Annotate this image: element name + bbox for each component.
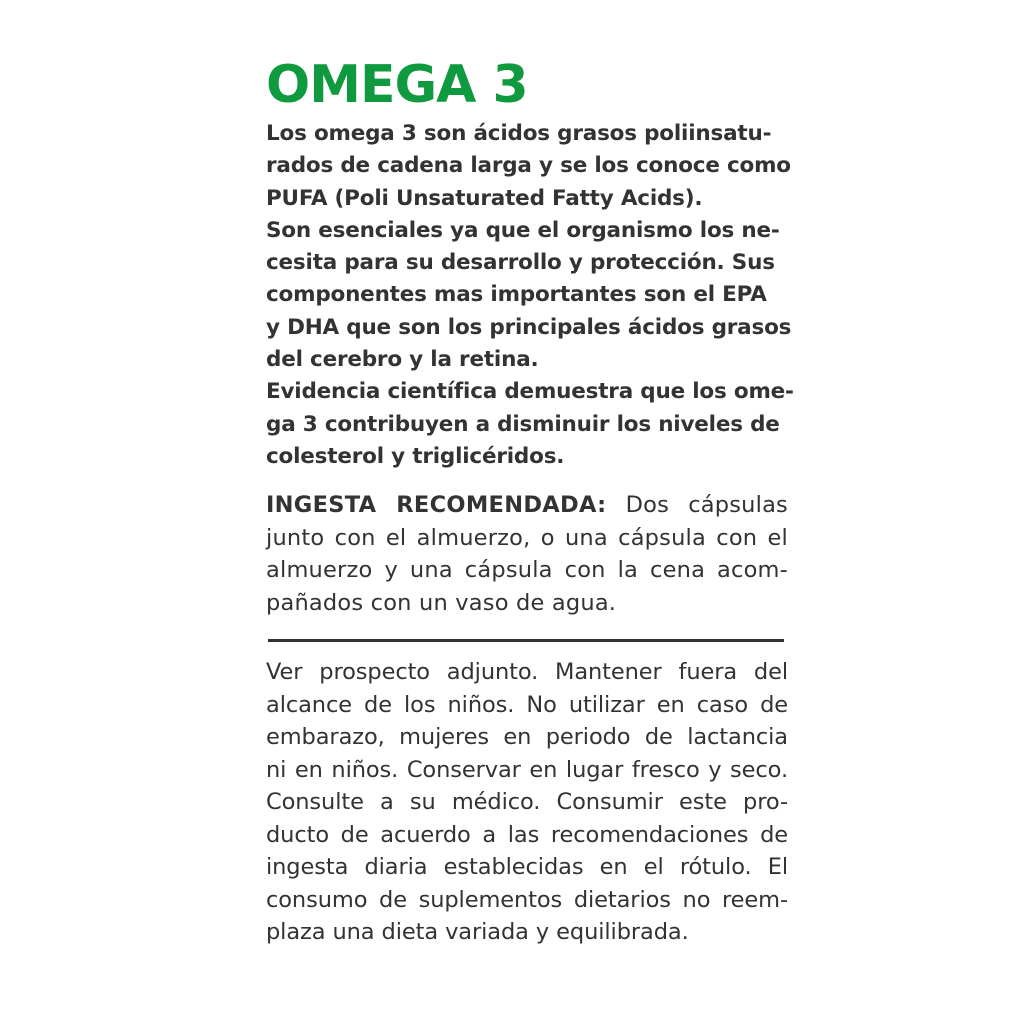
description-line: rados de cadena larga y se los conoce como	[266, 153, 791, 179]
description-line: y DHA que son los principales ácidos grasos	[266, 314, 792, 340]
warning-line: ingesta diaria establecidas en el rótulo. El	[266, 854, 788, 881]
description-line: Evidencia científica demuestra que los ome-	[266, 379, 794, 405]
description-line: Los omega 3 son ácidos grasos poliinsatu-	[266, 121, 772, 146]
description-line: ga 3 contribuyen a disminuir los niveles de	[266, 411, 780, 437]
description-line: del cerebro y la retina.	[266, 347, 539, 373]
section-divider	[268, 639, 784, 642]
dosage-first-line	[266, 489, 788, 522]
description-line: colesterol y triglicéridos.	[266, 443, 565, 469]
product-description	[266, 118, 794, 473]
description-line: componentes mas importantes son el EPA	[266, 282, 767, 308]
warning-line: consumo de suplementos dietarios no reem-	[266, 886, 788, 913]
warning-line: embarazo, mujeres en periodo de lactancia	[266, 724, 788, 751]
warning-line: Consulte a su médico. Consumir este pro-	[266, 789, 788, 816]
warning-line: alcance de los niños. No utilizar en caso de	[266, 691, 788, 718]
dosage-line: pañados con un vaso de agua.	[266, 589, 617, 616]
description-line: Son esenciales ya que el organismo los ne-	[266, 217, 780, 243]
dosage-line: junto con el almuerzo, o una cápsula con el	[266, 524, 788, 551]
description-line: cesita para su desarrollo y protección. Sus	[266, 250, 775, 276]
warning-line: Ver prospecto adjunto. Mantener fuera del	[266, 659, 788, 686]
dosage-heading: INGESTA RECOMENDADA:	[266, 492, 607, 519]
dosage-line: almuerzo y una cápsula con la cena acom-	[266, 557, 788, 584]
recommended-intake	[266, 489, 788, 619]
product-title: OMEGA 3	[266, 55, 528, 115]
warning-line: ducto de acuerdo a las recomendaciones de	[266, 821, 788, 848]
warning-line: ni en niños. Conservar en lugar fresco y seco.	[266, 756, 788, 783]
supplement-label	[266, 54, 794, 949]
warning-line: plaza una dieta variada y equilibrada.	[266, 919, 689, 946]
dosage-line-start: Dos cápsulas	[625, 492, 788, 519]
warnings	[266, 656, 788, 949]
description-line: PUFA (Poli Unsaturated Fatty Acids).	[266, 185, 703, 211]
